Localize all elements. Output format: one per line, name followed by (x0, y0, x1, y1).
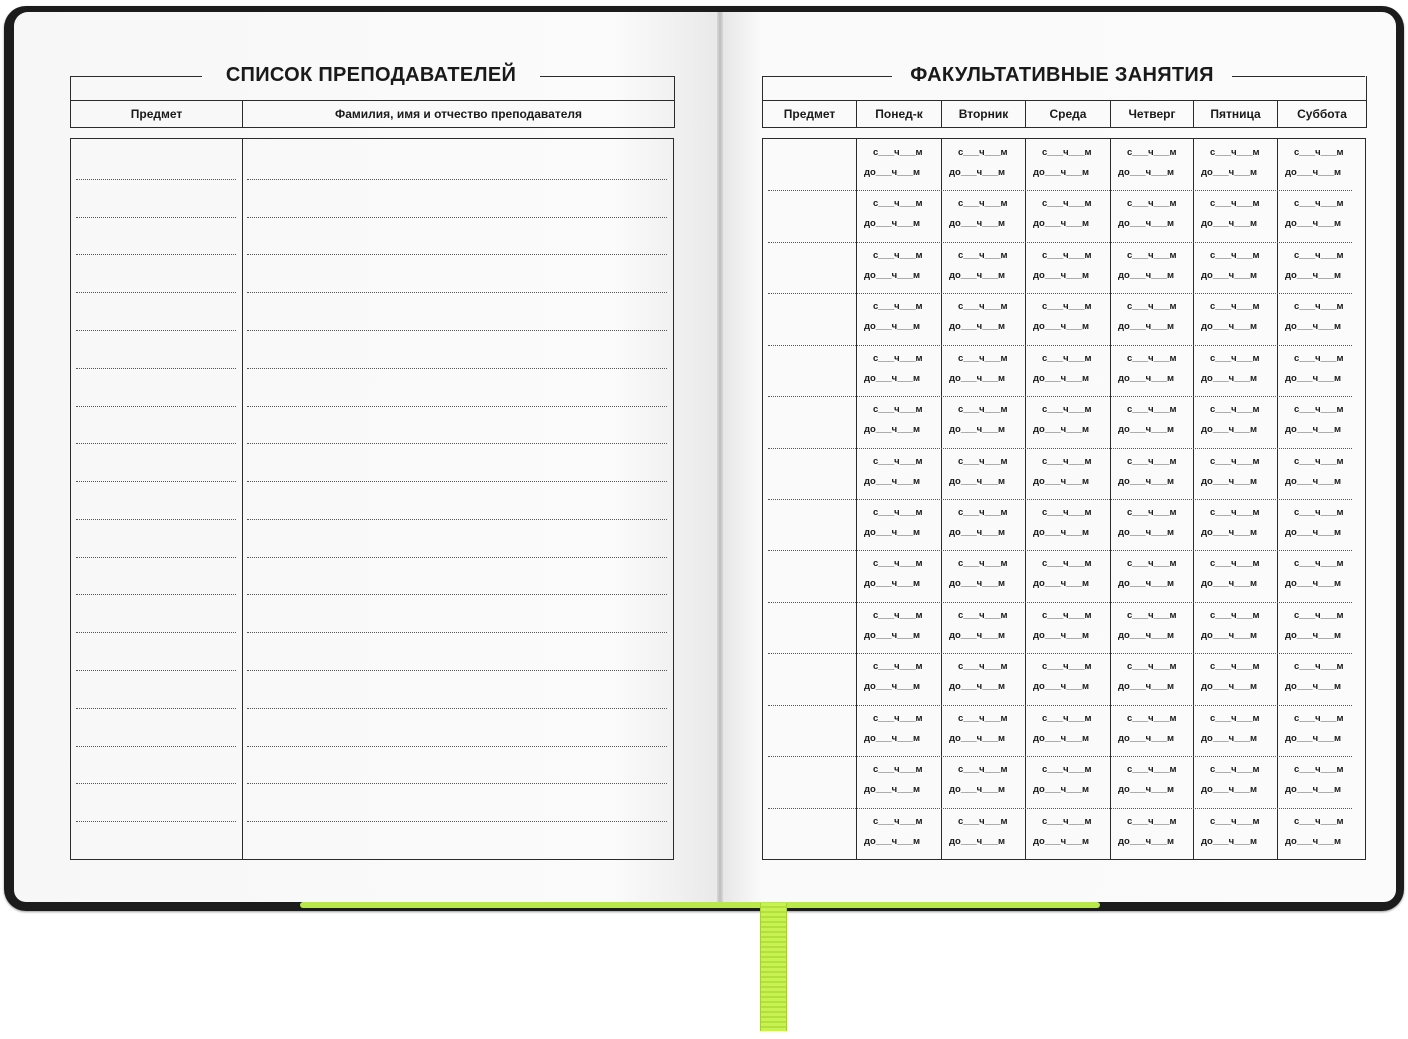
time-to-field[interactable]: до___ч___м (864, 476, 921, 487)
time-to-field[interactable]: до___ч___м (1033, 270, 1090, 281)
time-to-field[interactable]: до___ч___м (1118, 630, 1175, 641)
time-from-field[interactable]: с___ч___м (1127, 353, 1177, 364)
time-to-field[interactable]: до___ч___м (1285, 836, 1342, 847)
time-to-field[interactable]: до___ч___м (1201, 373, 1258, 384)
column-header-monday: Понед-к (857, 101, 942, 127)
time-from-field[interactable]: с___ч___м (1042, 558, 1092, 569)
time-from-field[interactable]: с___ч___м (1294, 507, 1344, 518)
time-from-field[interactable]: с___ч___м (1294, 558, 1344, 569)
teacher-write-line[interactable] (247, 481, 667, 482)
subject-write-line[interactable] (76, 519, 236, 520)
time-from-field[interactable]: с___ч___м (1294, 250, 1344, 261)
time-to-field[interactable]: до___ч___м (949, 270, 1006, 281)
row-divider (768, 190, 1352, 191)
time-to-field[interactable]: до___ч___м (864, 321, 921, 332)
time-to-field[interactable]: до___ч___м (864, 270, 921, 281)
time-from-field[interactable]: с___ч___м (1294, 404, 1344, 415)
time-from-field[interactable]: с___ч___м (1127, 301, 1177, 312)
time-from-field[interactable]: с___ч___м (873, 198, 923, 209)
time-to-field[interactable]: до___ч___м (1118, 476, 1175, 487)
time-to-field[interactable]: до___ч___м (1201, 733, 1258, 744)
subject-write-line[interactable] (76, 557, 236, 558)
time-from-field[interactable]: с___ч___м (1127, 456, 1177, 467)
time-from-field[interactable]: с___ч___м (1210, 404, 1260, 415)
time-to-field[interactable]: до___ч___м (864, 218, 921, 229)
time-to-field[interactable]: до___ч___м (1201, 836, 1258, 847)
time-to-field[interactable]: до___ч___м (1201, 218, 1258, 229)
teacher-write-line[interactable] (247, 519, 667, 520)
time-to-field[interactable]: до___ч___м (1285, 527, 1342, 538)
time-from-field[interactable]: с___ч___м (1210, 610, 1260, 621)
time-to-field[interactable]: до___ч___м (949, 836, 1006, 847)
time-to-field[interactable]: до___ч___м (1118, 373, 1175, 384)
time-to-field[interactable]: до___ч___м (1033, 476, 1090, 487)
time-to-field[interactable]: до___ч___м (1118, 784, 1175, 795)
row-divider (768, 448, 1352, 449)
time-to-field[interactable]: до___ч___м (949, 578, 1006, 589)
teacher-write-line[interactable] (247, 217, 667, 218)
row-divider (768, 653, 1352, 654)
time-to-field[interactable]: до___ч___м (949, 218, 1006, 229)
time-from-field[interactable]: с___ч___м (873, 353, 923, 364)
time-from-field[interactable]: с___ч___м (873, 507, 923, 518)
time-to-field[interactable]: до___ч___м (1033, 527, 1090, 538)
row-divider (768, 602, 1352, 603)
time-from-field[interactable]: с___ч___м (1042, 713, 1092, 724)
time-to-field[interactable]: до___ч___м (864, 424, 921, 435)
page-gutter (717, 12, 723, 902)
column-header-thursday: Четверг (1111, 101, 1194, 127)
teacher-write-line[interactable] (247, 443, 667, 444)
column-header-wednesday: Среда (1026, 101, 1111, 127)
time-from-field[interactable]: с___ч___м (1210, 507, 1260, 518)
time-from-field[interactable]: с___ч___м (873, 404, 923, 415)
time-from-field[interactable]: с___ч___м (1294, 713, 1344, 724)
row-divider (768, 345, 1352, 346)
time-to-field[interactable]: до___ч___м (1201, 424, 1258, 435)
time-from-field[interactable]: с___ч___м (1127, 250, 1177, 261)
time-to-field[interactable]: до___ч___м (1201, 681, 1258, 692)
row-divider (768, 396, 1352, 397)
time-from-field[interactable]: с___ч___м (1042, 456, 1092, 467)
time-from-field[interactable]: с___ч___м (1042, 353, 1092, 364)
time-from-field[interactable]: с___ч___м (1127, 661, 1177, 672)
column-header-teacher-name: Фамилия, имя и отчество преподавателя (335, 107, 582, 121)
teacher-write-line[interactable] (247, 670, 667, 671)
time-to-field[interactable]: до___ч___м (864, 578, 921, 589)
time-to-field[interactable]: до___ч___м (1285, 424, 1342, 435)
time-from-field[interactable]: с___ч___м (1127, 558, 1177, 569)
row-divider (768, 499, 1352, 500)
time-from-field[interactable]: с___ч___м (1042, 661, 1092, 672)
time-to-field[interactable]: до___ч___м (864, 527, 921, 538)
time-to-field[interactable]: до___ч___м (949, 784, 1006, 795)
time-to-field[interactable]: до___ч___м (949, 424, 1006, 435)
teacher-write-line[interactable] (247, 330, 667, 331)
teacher-write-line[interactable] (247, 179, 667, 180)
column-divider (242, 139, 243, 859)
time-from-field[interactable]: с___ч___м (1127, 404, 1177, 415)
teachers-header-row (71, 100, 674, 127)
time-from-field[interactable]: с___ч___м (1042, 404, 1092, 415)
row-divider (768, 705, 1352, 706)
teachers-header-box (70, 76, 675, 128)
subject-write-line[interactable] (76, 783, 236, 784)
time-to-field[interactable]: до___ч___м (1118, 218, 1175, 229)
time-from-field[interactable]: с___ч___м (873, 764, 923, 775)
time-to-field[interactable]: до___ч___м (864, 630, 921, 641)
time-from-field[interactable]: с___ч___м (958, 661, 1008, 672)
time-from-field[interactable]: с___ч___м (958, 558, 1008, 569)
row-divider (768, 756, 1352, 757)
time-from-field[interactable]: с___ч___м (958, 610, 1008, 621)
time-from-field[interactable]: с___ч___м (1042, 816, 1092, 827)
time-to-field[interactable]: до___ч___м (949, 630, 1006, 641)
time-to-field[interactable]: до___ч___м (864, 836, 921, 847)
time-from-field[interactable]: с___ч___м (1294, 816, 1344, 827)
time-from-field[interactable]: с___ч___м (873, 147, 923, 158)
time-from-field[interactable]: с___ч___м (1210, 816, 1260, 827)
time-from-field[interactable]: с___ч___м (1210, 353, 1260, 364)
time-from-field[interactable]: с___ч___м (1042, 301, 1092, 312)
subject-write-line[interactable] (76, 821, 236, 822)
time-to-field[interactable]: до___ч___м (1118, 578, 1175, 589)
time-to-field[interactable]: до___ч___м (1118, 270, 1175, 281)
time-from-field[interactable]: с___ч___м (958, 713, 1008, 724)
teacher-write-line[interactable] (247, 368, 667, 369)
time-to-field[interactable]: до___ч___м (1201, 527, 1258, 538)
time-to-field[interactable]: до___ч___м (949, 476, 1006, 487)
time-to-field[interactable]: до___ч___м (1033, 167, 1090, 178)
time-to-field[interactable]: до___ч___м (1118, 836, 1175, 847)
time-to-field[interactable]: до___ч___м (1033, 836, 1090, 847)
time-from-field[interactable]: с___ч___м (873, 610, 923, 621)
page-title: СПИСОК ПРЕПОДАВАТЕЛЕЙ (225, 64, 517, 86)
subject-write-line[interactable] (76, 217, 236, 218)
time-to-field[interactable]: до___ч___м (949, 373, 1006, 384)
time-from-field[interactable]: с___ч___м (1294, 610, 1344, 621)
time-to-field[interactable]: до___ч___м (1033, 218, 1090, 229)
time-from-field[interactable]: с___ч___м (1127, 713, 1177, 724)
teacher-write-line[interactable] (247, 292, 667, 293)
time-from-field[interactable]: с___ч___м (1294, 764, 1344, 775)
time-to-field[interactable]: до___ч___м (864, 167, 921, 178)
subject-write-line[interactable] (76, 254, 236, 255)
time-from-field[interactable]: с___ч___м (958, 507, 1008, 518)
time-from-field[interactable]: с___ч___м (1127, 816, 1177, 827)
time-to-field[interactable]: до___ч___м (1285, 321, 1342, 332)
time-from-field[interactable]: с___ч___м (1127, 507, 1177, 518)
time-from-field[interactable]: с___ч___м (1042, 250, 1092, 261)
electives-header-row (763, 100, 1366, 127)
row-divider (768, 550, 1352, 551)
teacher-write-line[interactable] (247, 821, 667, 822)
time-from-field[interactable]: с___ч___м (873, 301, 923, 312)
time-from-field[interactable]: с___ч___м (958, 198, 1008, 209)
teacher-write-line[interactable] (247, 746, 667, 747)
subject-write-line[interactable] (76, 594, 236, 595)
teacher-write-line[interactable] (247, 406, 667, 407)
row-divider (768, 242, 1352, 243)
time-from-field[interactable]: с___ч___м (1127, 764, 1177, 775)
time-to-field[interactable]: до___ч___м (1285, 218, 1342, 229)
time-from-field[interactable]: с___ч___м (1210, 456, 1260, 467)
time-from-field[interactable]: с___ч___м (958, 353, 1008, 364)
time-from-field[interactable]: с___ч___м (1210, 764, 1260, 775)
page-title: ФАКУЛЬТАТИВНЫЕ ЗАНЯТИЯ (910, 64, 1214, 86)
time-to-field[interactable]: до___ч___м (949, 733, 1006, 744)
time-to-field[interactable]: до___ч___м (1118, 424, 1175, 435)
time-to-field[interactable]: до___ч___м (1033, 373, 1090, 384)
subject-write-line[interactable] (76, 179, 236, 180)
column-header-tuesday: Вторник (942, 101, 1026, 127)
time-to-field[interactable]: до___ч___м (1285, 476, 1342, 487)
teacher-write-line[interactable] (247, 557, 667, 558)
time-to-field[interactable]: до___ч___м (1033, 578, 1090, 589)
subject-write-line[interactable] (76, 746, 236, 747)
time-from-field[interactable]: с___ч___м (1294, 301, 1344, 312)
time-from-field[interactable]: с___ч___м (1042, 507, 1092, 518)
time-to-field[interactable]: до___ч___м (864, 373, 921, 384)
time-to-field[interactable]: до___ч___м (1033, 321, 1090, 332)
time-to-field[interactable]: до___ч___м (1285, 784, 1342, 795)
time-to-field[interactable]: до___ч___м (1201, 476, 1258, 487)
time-to-field[interactable]: до___ч___м (1285, 578, 1342, 589)
time-to-field[interactable]: до___ч___м (1201, 784, 1258, 795)
subject-write-line[interactable] (76, 292, 236, 293)
time-from-field[interactable]: с___ч___м (1210, 198, 1260, 209)
time-to-field[interactable]: до___ч___м (949, 681, 1006, 692)
teacher-write-line[interactable] (247, 708, 667, 709)
teacher-write-line[interactable] (247, 783, 667, 784)
time-from-field[interactable]: с___ч___м (1127, 147, 1177, 158)
time-to-field[interactable]: до___ч___м (864, 733, 921, 744)
time-from-field[interactable]: с___ч___м (1294, 198, 1344, 209)
time-from-field[interactable]: с___ч___м (1210, 301, 1260, 312)
subject-write-line[interactable] (76, 670, 236, 671)
teachers-table (70, 138, 674, 860)
time-to-field[interactable]: до___ч___м (949, 321, 1006, 332)
time-to-field[interactable]: до___ч___м (1285, 373, 1342, 384)
time-from-field[interactable]: с___ч___м (1042, 610, 1092, 621)
time-to-field[interactable]: до___ч___м (1033, 630, 1090, 641)
time-from-field[interactable]: с___ч___м (873, 456, 923, 467)
time-from-field[interactable]: с___ч___м (873, 816, 923, 827)
time-from-field[interactable]: с___ч___м (958, 404, 1008, 415)
time-to-field[interactable]: до___ч___м (1285, 681, 1342, 692)
time-to-field[interactable]: до___ч___м (1118, 321, 1175, 332)
time-from-field[interactable]: с___ч___м (1127, 610, 1177, 621)
subject-write-line[interactable] (76, 330, 236, 331)
time-to-field[interactable]: до___ч___м (1033, 733, 1090, 744)
time-to-field[interactable]: до___ч___м (1118, 681, 1175, 692)
time-from-field[interactable]: с___ч___м (1127, 198, 1177, 209)
time-to-field[interactable]: до___ч___м (1033, 681, 1090, 692)
time-to-field[interactable]: до___ч___м (1118, 527, 1175, 538)
time-from-field[interactable]: с___ч___м (873, 558, 923, 569)
time-to-field[interactable]: до___ч___м (1201, 578, 1258, 589)
time-to-field[interactable]: до___ч___м (864, 784, 921, 795)
time-from-field[interactable]: с___ч___м (958, 147, 1008, 158)
time-from-field[interactable]: с___ч___м (1042, 764, 1092, 775)
time-to-field[interactable]: до___ч___м (1118, 733, 1175, 744)
column-header-saturday: Суббота (1297, 107, 1347, 121)
time-to-field[interactable]: до___ч___м (1285, 733, 1342, 744)
time-to-field[interactable]: до___ч___м (1118, 167, 1175, 178)
column-header-subject: Предмет (71, 101, 243, 127)
time-to-field[interactable]: до___ч___м (1285, 270, 1342, 281)
time-from-field[interactable]: с___ч___м (1210, 558, 1260, 569)
time-from-field[interactable]: с___ч___м (873, 661, 923, 672)
time-from-field[interactable]: с___ч___м (958, 301, 1008, 312)
time-to-field[interactable]: до___ч___м (1033, 784, 1090, 795)
teacher-write-line[interactable] (247, 594, 667, 595)
time-from-field[interactable]: с___ч___м (873, 713, 923, 724)
time-from-field[interactable]: с___ч___м (1294, 456, 1344, 467)
column-header-subject: Предмет (763, 101, 857, 127)
subject-write-line[interactable] (76, 708, 236, 709)
time-from-field[interactable]: с___ч___м (1294, 661, 1344, 672)
time-to-field[interactable]: до___ч___м (1201, 321, 1258, 332)
time-from-field[interactable]: с___ч___м (958, 816, 1008, 827)
time-from-field[interactable]: с___ч___м (1294, 147, 1344, 158)
time-to-field[interactable]: до___ч___м (1033, 424, 1090, 435)
bookmark-ribbon[interactable] (760, 903, 787, 1031)
row-divider (768, 293, 1352, 294)
time-to-field[interactable]: до___ч___м (1201, 167, 1258, 178)
time-from-field[interactable]: с___ч___м (1294, 353, 1344, 364)
column-header-friday: Пятница (1194, 101, 1278, 127)
time-from-field[interactable]: с___ч___м (1042, 198, 1092, 209)
time-from-field[interactable]: с___ч___м (1042, 147, 1092, 158)
time-to-field[interactable]: до___ч___м (1285, 630, 1342, 641)
time-to-field[interactable]: до___ч___м (864, 681, 921, 692)
subject-write-line[interactable] (76, 443, 236, 444)
time-to-field[interactable]: до___ч___м (1201, 270, 1258, 281)
time-to-field[interactable]: до___ч___м (949, 527, 1006, 538)
time-from-field[interactable]: с___ч___м (958, 456, 1008, 467)
row-divider (768, 808, 1352, 809)
subject-write-line[interactable] (76, 481, 236, 482)
time-from-field[interactable]: с___ч___м (1210, 250, 1260, 261)
time-to-field[interactable]: до___ч___м (1285, 167, 1342, 178)
time-to-field[interactable]: до___ч___м (949, 167, 1006, 178)
time-from-field[interactable]: с___ч___м (1210, 661, 1260, 672)
subject-write-line[interactable] (76, 368, 236, 369)
electives-header-box (762, 76, 1367, 128)
time-from-field[interactable]: с___ч___м (1210, 147, 1260, 158)
time-from-field[interactable]: с___ч___м (958, 250, 1008, 261)
time-to-field[interactable]: до___ч___м (1201, 630, 1258, 641)
cover-accent-edge (300, 902, 1100, 908)
teacher-write-line[interactable] (247, 254, 667, 255)
subject-write-line[interactable] (76, 406, 236, 407)
time-from-field[interactable]: с___ч___м (958, 764, 1008, 775)
time-from-field[interactable]: с___ч___м (1210, 713, 1260, 724)
teacher-write-line[interactable] (247, 632, 667, 633)
electives-table (762, 138, 1366, 860)
time-from-field[interactable]: с___ч___м (873, 250, 923, 261)
subject-write-line[interactable] (76, 632, 236, 633)
